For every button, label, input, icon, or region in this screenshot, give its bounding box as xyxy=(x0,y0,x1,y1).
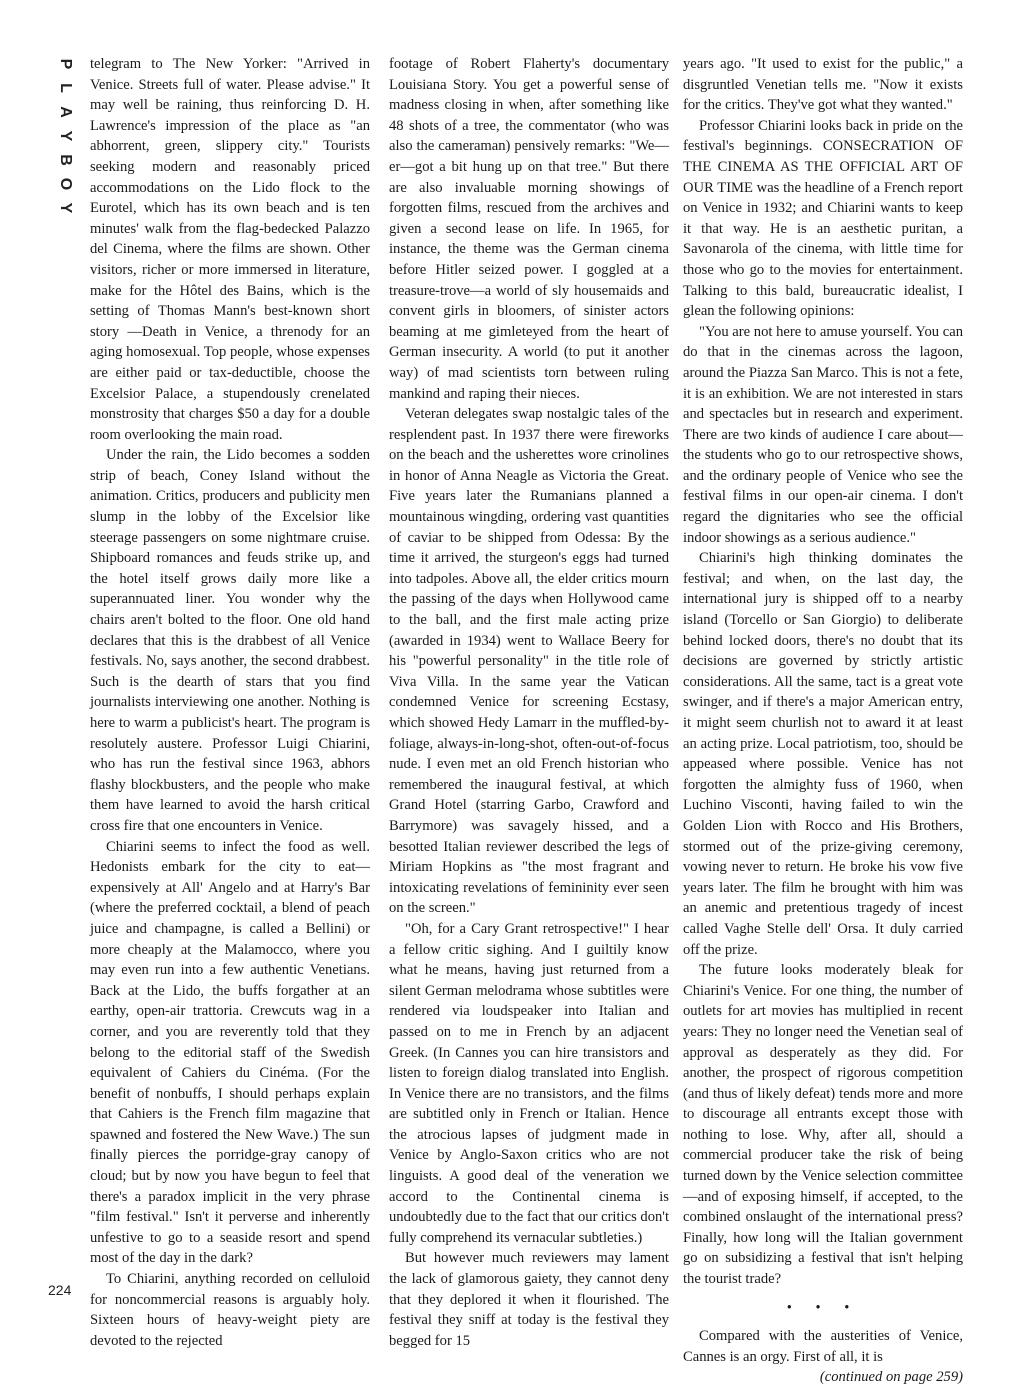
paragraph: "You are not here to amuse yourself. You can do that in the cinemas across the lagoon, around the Piazza San Marco. This is not a fete, it is an exhibition. We are not interested in stars and spectacles but in research and experiment. There are two kinds of audience I care about—the students who go to our retrospective shows, and the ordinary people of Venice who see the festival films in our open-air cinema. I don't regard the dignitaries who see the official indoor showings as a serious audience." xyxy=(683,323,963,546)
masthead-letter: Y xyxy=(57,202,74,214)
paragraph: footage of Robert Flaherty's documentary Louisiana Story. You get a powerful sense of madness closing in when, after something like 48 shots of a tree, the commentator (who was also the cameraman) pensively remarks: "We—er—got a bit hung up on that tree." But there are also invaluable morning showings of forgotten films, rescued from the archives and given a second lease on life. In 1965, for instance, the theme was the German cinema before Hitler seized power. I goggled at a treasure-trove—a world of sly housemaids and convent girls in bloomers, of sinister actors beaming at me gimleteyed from the heart of German insecurity. A world (to put it another way) of mad scientists torn between ruling mankind and raping their nieces. xyxy=(389,56,669,402)
continued-note: (continued on page 259) xyxy=(819,1369,963,1386)
paragraph: The future looks moderately bleak for Chiarini's Venice. For one thing, the number of outlets for art movies has multiplied in recent years: They no longer need the Venetian seal of approval as desperately as they did. For another, the prospect of rigorous competition (and thus of likely defeat) tends more and more to discourage all entrants except those with nothing to lose. Why, after all, should a commercial producer take the risk of being turned down by the Venice selection committee—and of exposing himself, if accepted, to the combined onslaught of the international press? Finally, how long will the Italian government go on subsidizing a festival that isn't helping the tourist trade? xyxy=(683,962,963,1288)
paragraph: telegram to The New Yorker: "Arrived in Venice. Streets full of water. Please advise." It may well be raining, thus reinforcing D. H. Lawrence's impression of the place as "an abhorrent, green, slippery city." Tourists seeking modern and reasonably priced accommodations on the Lido flock to the Eurotel, which has its own beach and is ten minutes' walk from the flag-bedecked Palazzo del Cinema, where the films are shown. Other visitors, richer or more immersed in literature, make for the Hôtel des Bains, which is the setting of Thomas Mann's best-known short story —Death in Venice, a threnody for an aging homosexual. Top people, whose expenses are either paid or tax-deductible, choose the Excelsior Palace, a stupendously crenelated monstrosity that charges $50 a day for a double room overlooking the main road. xyxy=(90,56,370,443)
paragraph: "Oh, for a Cary Grant retrospective!" I hear a fellow critic sighing. And I guiltily know what he means, having just returned from a silent German melodrama whose subtitles were rendered via loudspeaker into Italian and passed on to me in French by an adjacent Greek. (In Cannes you can hire transistors and listen to foreign dialog translated into English. In Venice there are no transistors, and the films are subtitled only in French or Italian. Hence the atrocious lapses of judgment made in Venice by Anglo-Saxon critics who are not linguists. A good deal of the veneration we accord to the Continental cinema is undoubtedly due to the fact that our critics don't fully comprehend its vernacular subtleties.) xyxy=(389,920,669,1246)
paragraph: Compared with the austerities of Venice, Cannes is an orgy. First of all, it is xyxy=(683,1328,963,1365)
masthead-letter: Y xyxy=(57,130,74,142)
masthead-letter: P xyxy=(57,58,74,70)
paragraph: Chiarini's high thinking dominates the festival; and when, on the last day, the international jury is shipped off to a nearby island (Torcello or San Giorgio) to deliberate behind locked doors, there's no doubt that its decisions are governed by strictly artistic considerations. All the same, tact is a great vote swinger, and if there's a major American entry, it might seem churlish not to award it at least an acting prize. Local patriotism, too, should be appeased where possible. Venice has not forgotten the almighty fuss of 1960, when Luchino Visconti, having failed to win the Golden Lion with Rocco and His Brothers, stormed out of the prize-giving ceremony, vowing never to return. He broke his vow five years later. The film he brought with him was an anemic and pretentious tragedy of incest called Vaghe Stelle dell' Orsa. It duly carried off the prize. xyxy=(683,550,963,958)
paragraph: Under the rain, the Lido becomes a sodden strip of beach, Coney Island without the animation. Critics, producers and publicity men slump in the lobby of the Excelsior like steerage passengers on some nightmare cruise. Shipboard romances and feuds strike up, and the hotel itself grows daily more like a superannuated liner. You wonder why the chairs aren't bolted to the floor. One old hand declares that this is the drabbest of all Venice festivals. No, says another, the second drabbest. Such is the dearth of stars that you find journalists interviewing one another. Nothing is here to warm a publicist's heart. The program is resolutely austere. Professor Luigi Chiarini, who has run the festival since 1963, abhors flashy blockbusters, and the people who make them have learned to avoid the harsh critical cross fire that one encounters in Venice. xyxy=(90,447,370,834)
paragraph: Chiarini seems to infect the food as well. Hedonists embark for the city to eat—expensively at All' Angelo and at Harry's Bar (where the preferred cocktail, a blend of peach juice and champagne, is called a Bellini) or more cheaply at the Malamocco, where you may even run into a few authentic Venetians. Back at the Lido, the buffs forgather at an earthy, open-air trattoria. Crewcuts wag in a corner, and you are reverently told that they belong to the editorial staff of the Swedish equivalent of Cahiers du Cinéma. (For the benefit of nonbuffs, I should perhaps explain that Cahiers is the French film magazine that spawned and fostered the New Wave.) The sun finally pierces the porridge-gray canopy of cloud; but by now you have begun to feel that there's a paradox implicit in the very phrase "film festival." Isn't it perverse and inherently unfestive to go to a seaside resort and spend most of the day in the dark? xyxy=(90,838,370,1267)
paragraph: Veteran delegates swap nostalgic tales of the resplendent past. In 1937 there were fireworks on the beach and the usherettes wore crinolines in honor of Anna Neagle as Victoria the Great. Five years later the Rumanians planned a mountainous wingding, ordering vast quantities of caviar to be shipped from Odessa: By the time it arrived, the sturgeon's eggs had turned into tadpoles. Above all, the elder critics mourn the passing of the days when Hollywood came to the ball, and the first male acting prize (awarded in 1934) went to Wallace Beery for his "powerful personality" in the title role of Viva Villa. In the same year the Vatican condemned Venice for screening Ecstasy, which showed Hedy Lamarr in the muffled-by-foliage, always-in-long-shot, often-out-of-focus nude. I even met an old French historian who remembered the inaugural festival, at which Grand Hotel (starring Garbo, Crawford and Barrymore) was savagely hissed, and a besotted Italian reviewer described the legs of Miriam Hopkins as "the most fragrant and intoxicating revelations of femininity ever seen on the screen." xyxy=(389,406,669,917)
paragraph: Professor Chiarini looks back in pride on the festival's beginnings. CONSECRATION OF THE CINEMA AS THE OFFICIAL ART OF OUR TIME was the headline of a French report on Venice in 1932; and Chiarini wants to keep it that way. He is an aesthetic puritan, a Savonarola of the cinema, with little time for those who go to the movies for entertainment. Talking to this bald, bureaucratic idealist, I glean the following opinions: xyxy=(683,117,963,320)
article-column-2 xyxy=(389,54,669,1351)
paragraph: But however much reviewers may lament the lack of glamorous gaiety, they cannot deny that they deplored it when it flourished. The festival they sniff at today is the festival they begged for 15 xyxy=(389,1250,669,1349)
paragraph: To Chiarini, anything recorded on celluloid for noncommercial reasons is arguably holy. Sixteen hours of heavy-weight piety are devoted to the rejected xyxy=(90,1271,370,1349)
magazine-masthead xyxy=(52,52,78,220)
page-number: 224 xyxy=(48,1282,72,1298)
article-column-3 xyxy=(683,54,963,1388)
masthead-letter: O xyxy=(57,177,74,191)
article-column-1 xyxy=(90,54,370,1351)
section-divider: • • • xyxy=(786,1299,860,1316)
masthead-letter: B xyxy=(57,154,74,166)
masthead-letter: L xyxy=(57,83,74,93)
masthead-letter: A xyxy=(57,106,74,118)
paragraph: years ago. "It used to exist for the public," a disgruntled Venetian tells me. "Now it exists for the critics. They've got what they wanted." xyxy=(683,56,963,114)
